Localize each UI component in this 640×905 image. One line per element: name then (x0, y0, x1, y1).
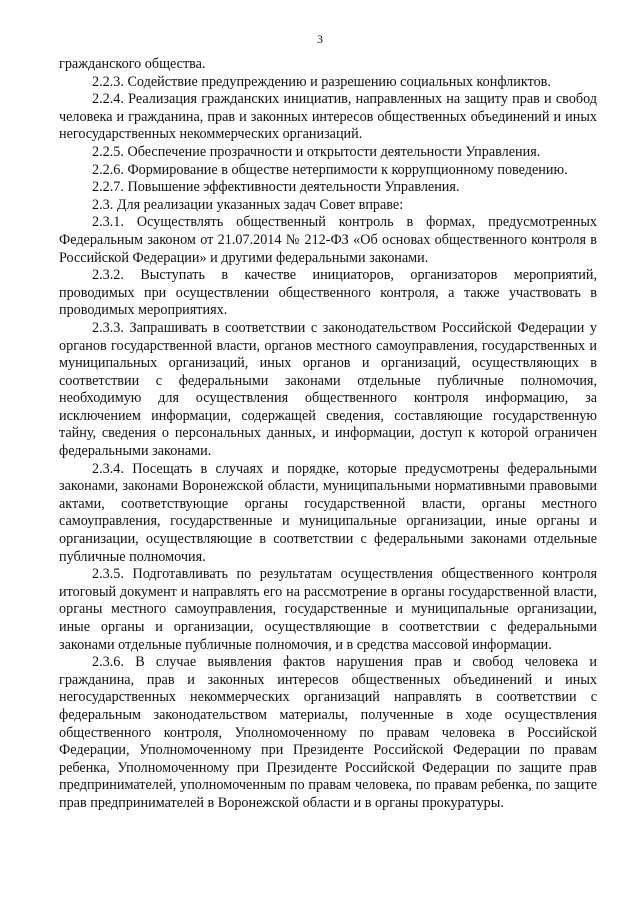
paragraph-2-3-5: 2.3.5. Подготавливать по результатам осуществления общественного контроля итоговый документ и направлять его на рассмотрение в органы государственной власти, органы местного самоуправления, государственные и муниципальные организации, иные органы и организации, осуществляющие в соответствии с федеральными законами отдельные публичные полномочия, и в средства массовой информации. (59, 566, 597, 653)
paragraph-2-2-3: 2.2.3. Содействие предупреждению и разрешению социальных конфликтов. (92, 73, 551, 90)
paragraph-2-2-5: 2.2.5. Обеспечение прозрачности и открытости деятельности Управления. (92, 143, 541, 160)
paragraph-2-3-1: 2.3.1. Осуществлять общественный контроль в формах, предусмотренных Федеральным законом от 21.07.2014 № 212-ФЗ «Об основах общественного контроля в Российской Федерации» и другими федеральными законами. (59, 214, 597, 266)
document-body (59, 56, 597, 813)
paragraph-2-3-6: 2.3.6. В случае выявления фактов нарушения прав и свобод человека и гражданина, прав и законных интересов общественных объединений и иных негосударственных некоммерческих организаций направлять в соответствии с федеральным законодательством материалы, полученные в ходе осуществления общественного контроля, Уполномоченному по правам человека в Российской Федерации, Уполномоченному при Президенте Российской Федерации по правам ребенка, Уполномоченному при Президенте Российской Федерации по защите прав предпринимателей, уполномоченным по правам человека, по правам ребенка, по защите прав предпринимателей в Воронежской области и в органы прокуратуры. (59, 654, 597, 811)
paragraph-2-3-2: 2.3.2. Выступать в качестве инициаторов, организаторов мероприятий, проводимых при осуществлении общественного контроля, а также участвовать в проводимых мероприятиях. (59, 267, 597, 319)
page-number: 3 (317, 32, 323, 46)
paragraph-2-3: 2.3. Для реализации указанных задач Совет вправе: (92, 196, 404, 213)
paragraph-2-3-3: 2.3.3. Запрашивать в соответствии с законодательством Российской Федерации у органов государственной власти, органов местного самоуправления, государственных и муниципальных организаций, иных органов и организаций, осуществляющих в соответствии с федеральными законами отдельные публичные полномочия, необходимую для осуществления общественного контроля информацию, за исключением информации, содержащей сведения, составляющие государственную тайну, сведения о персональных данных, и информации, доступ к которой ограничен федеральными законами. (59, 319, 597, 460)
paragraph-2-3-4: 2.3.4. Посещать в случаях и порядке, которые предусмотрены федеральными законами, законами Воронежской области, муниципальными нормативными правовыми актами, соответствующие органы государственной власти, органы местного самоуправления, государственные и муниципальные организации, иные органы и организации, осуществляющие в соответствии с федеральными законами отдельные публичные полномочия. (59, 460, 597, 565)
paragraph-2-2-4: 2.2.4. Реализация гражданских инициатив, направленных на защиту прав и свобод человека и гражданина, прав и законных интересов общественных объединений и иных негосударственных некоммерческих организаций. (59, 91, 597, 143)
paragraph-continuation: гражданского общества. (59, 56, 206, 72)
paragraph-2-2-6: 2.2.6. Формирование в обществе нетерпимости к коррупционному поведению. (92, 161, 568, 178)
paragraph-2-2-7: 2.2.7. Повышение эффективности деятельности Управления. (92, 179, 460, 196)
